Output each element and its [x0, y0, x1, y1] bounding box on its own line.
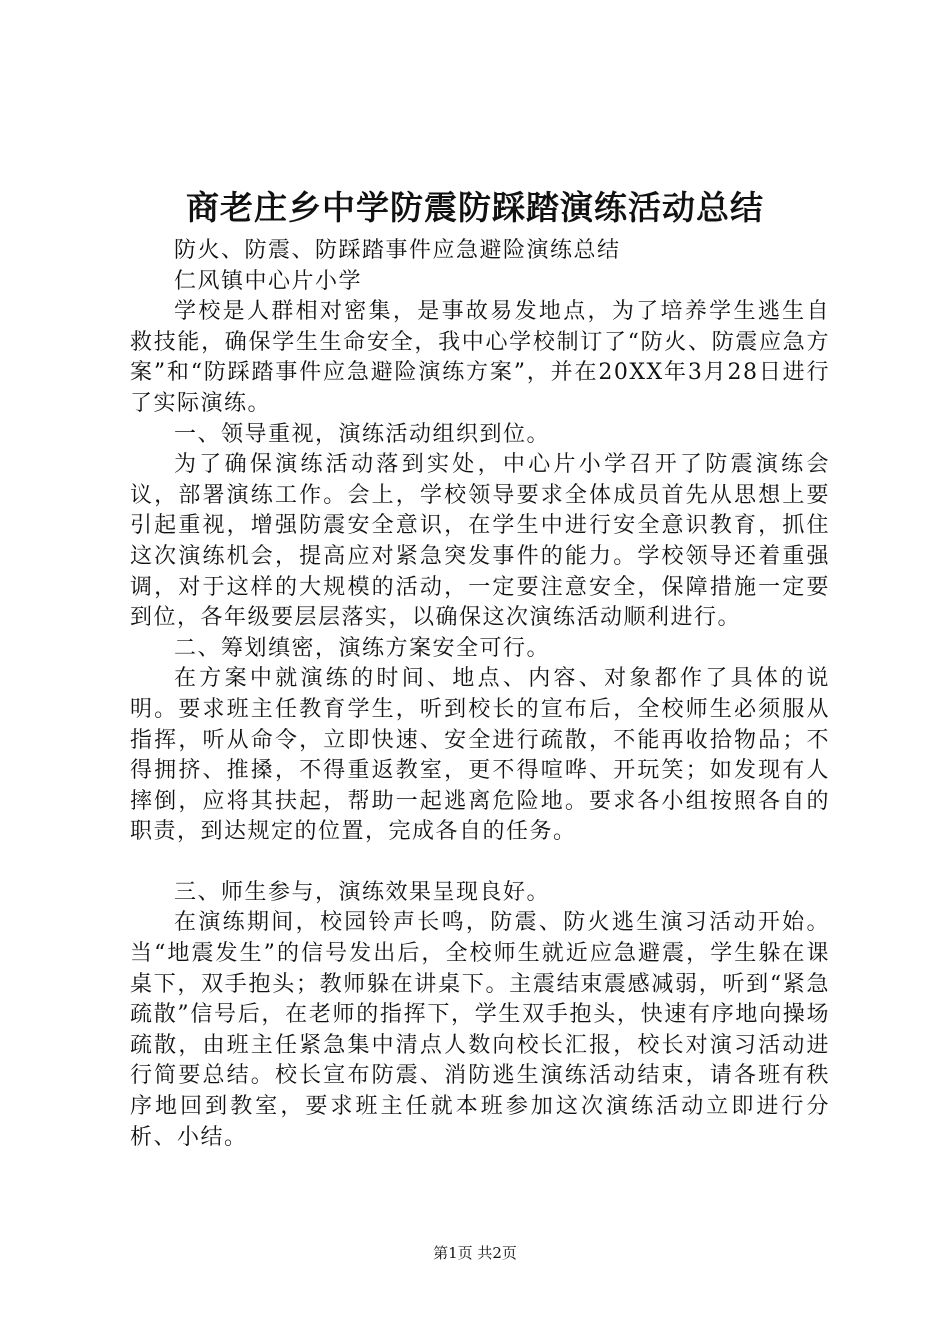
document-body	[130, 236, 830, 1153]
intro-paragraph: 学校是人群相对密集，是事故易发地点，为了培养学生逃生自救技能，确保学生生命安全，我中心学校制订了“防火、防震应急方案”和“防踩踏事件应急避险演练方案”，并在20XX年3月28日进行了实际演练。	[130, 299, 830, 416]
document-title: 商老庄乡中学防震防踩踏演练活动总结	[186, 188, 764, 227]
section-paragraph-2: 在方案中就演练的时间、地点、内容、对象都作了具体的说明。要求班主任教育学生，听到校长的宣布后，全校师生必须服从指挥，听从命令，立即快速、安全进行疏散，不能再收拾物品；不得拥挤、推搡，不得重返教室，更不得喧哗、开玩笑；如发现有人摔倒，应将其扶起，帮助一起逃离危险地。要求各小组按照各自的职责，到达规定的位置，完成各自的任务。	[130, 666, 830, 845]
section-heading-3: 三、师生参与，演练效果呈现良好。	[174, 879, 551, 905]
section-heading-1: 一、领导重视，演练活动组织到位。	[174, 421, 551, 447]
section-heading-2: 二、筹划缜密，演练方案安全可行。	[174, 635, 551, 661]
section-paragraph-3: 在演练期间，校园铃声长鸣，防震、防火逃生演习活动开始。当“地震发生”的信号发出后，全校师生就近应急避震，学生躲在课桌下，双手抱头；教师躲在讲桌下。主震结束震感减弱，听到“紧急疏散”信号后，在老师的指挥下，学生双手抱头，快速有序地向操场疏散，由班主任紧急集中清点人数向校长汇报，校长对演习活动进行简要总结。校长宣布防震、消防逃生演练活动结束，请各班有秩序地回到教室，要求班主任就本班参加这次演练活动立即进行分析、小结。	[130, 910, 830, 1150]
school-name-line: 仁风镇中心片小学	[174, 268, 363, 294]
page-number-footer: 第1页 共2页	[433, 1244, 517, 1262]
subtitle-line: 防火、防震、防踩踏事件应急避险演练总结	[174, 238, 621, 263]
section-paragraph-1: 为了确保演练活动落到实处，中心片小学召开了防震演练会议，部署演练工作。会上，学校领导要求全体成员首先从思想上要引起重视，增强防震安全意识，在学生中进行安全意识教育，抓住这次演练机会，提高应对紧急突发事件的能力。学校领导还着重强调，对于这样的大规模的活动，一定要注意安全，保障措施一定要到位，各年级要层层落实，以确保这次演练活动顺利进行。	[130, 452, 830, 631]
paragraph-spacer	[130, 848, 830, 878]
